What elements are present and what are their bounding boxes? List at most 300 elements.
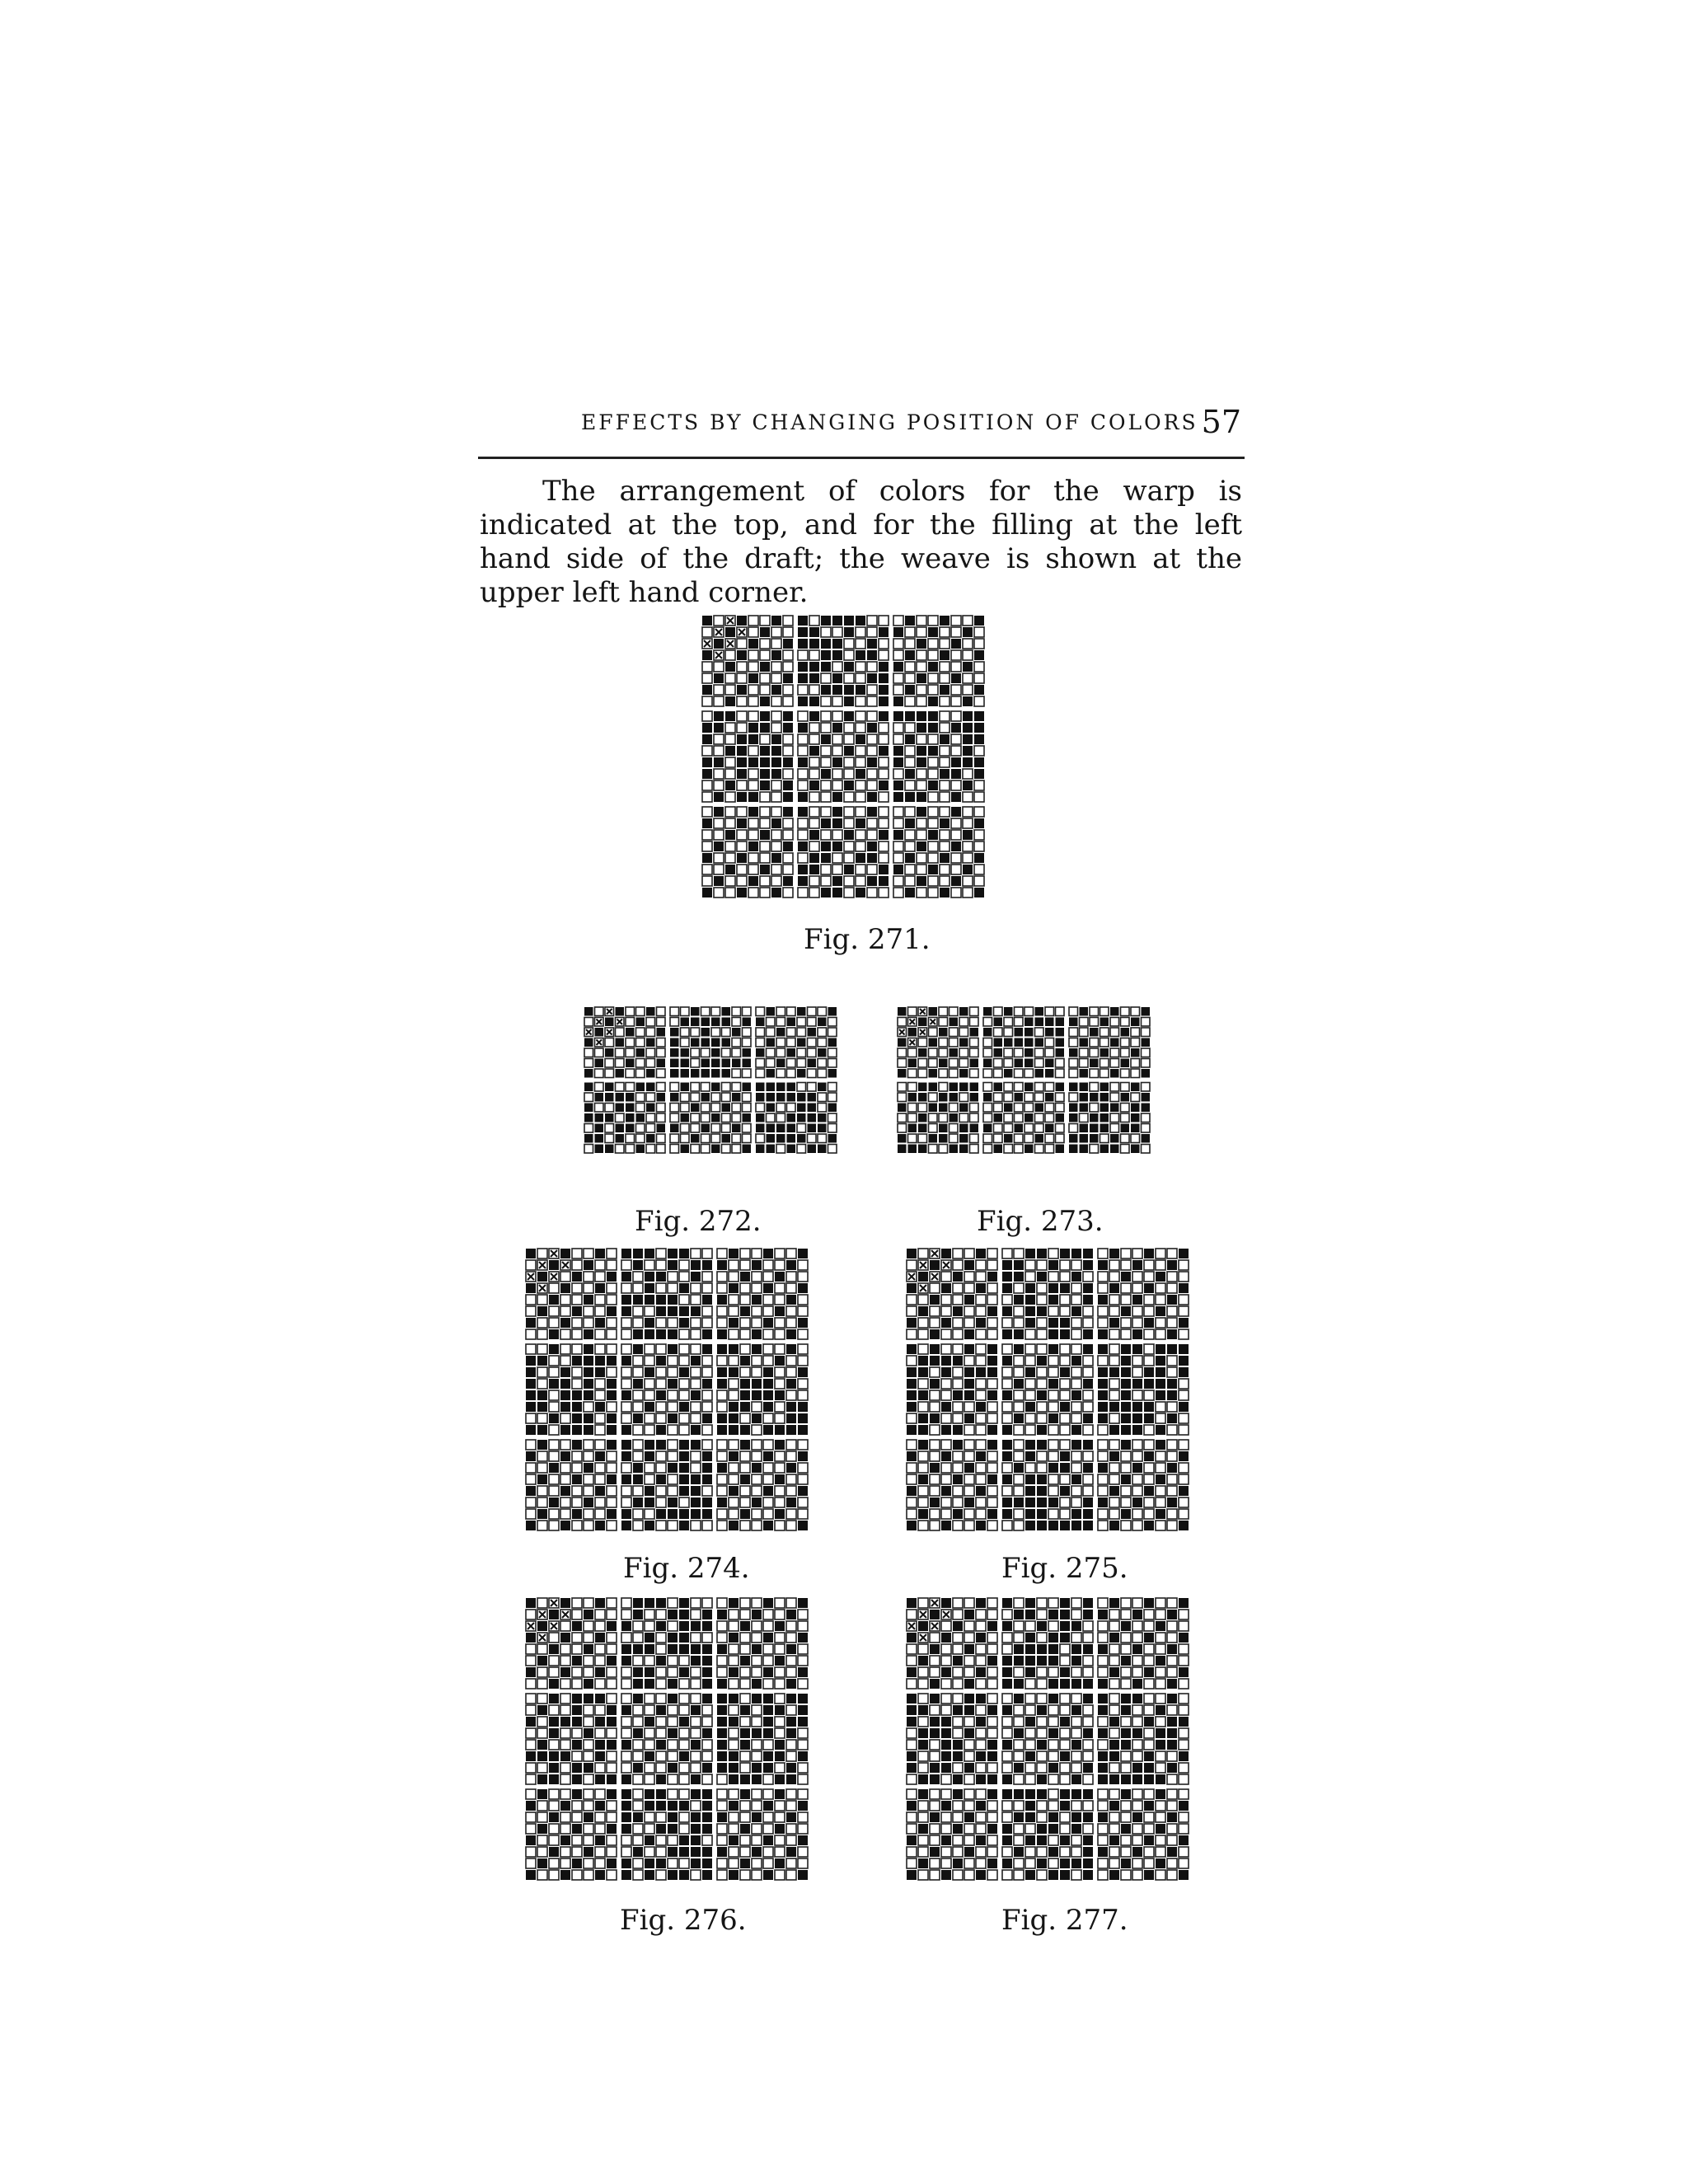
weave-cell [1045,1018,1054,1027]
weave-cell [1037,1440,1047,1450]
weave-cell [549,1356,559,1366]
weave-cell [584,1858,593,1868]
weave-cell [976,1694,986,1704]
weave-cell [930,1356,940,1366]
weave-cell [1109,1679,1119,1689]
weave-cell [798,1249,808,1258]
weave-cell [798,1451,808,1461]
weave-cell [953,1306,963,1316]
weave-cell [633,1509,643,1519]
weave-cell [1014,1509,1024,1519]
weave-cell [928,807,938,817]
weave-cell [1037,1621,1047,1631]
weave-cell [929,1124,938,1133]
weave-cell [607,1667,617,1677]
weave-cell [607,1705,617,1715]
weave-cell [526,1486,536,1496]
weave-cell [572,1295,582,1305]
weave-cell [740,1521,750,1530]
weave-cell [645,1774,654,1784]
weave-cell [1132,1344,1142,1354]
weave-cell [702,1367,712,1377]
weave-cell [930,1656,940,1666]
weave-cell [752,1679,762,1689]
weave-cell [775,1870,785,1880]
weave-cell [1132,1644,1142,1654]
weave-cell [941,1751,951,1761]
weave-cell [702,1717,712,1727]
weave-cell [702,1667,712,1677]
weave-cell [702,780,712,790]
weave-cell [987,1451,997,1461]
weave-cell [714,685,724,695]
weave-cell [656,1705,666,1715]
weave-cell [1083,1774,1093,1784]
weave-cell [987,1667,997,1677]
weave-cell [584,1048,593,1057]
weave-cell [1071,1306,1081,1316]
weave-cell [976,1763,986,1773]
weave-cell [584,1272,593,1282]
weave-cell [729,1667,738,1677]
weave-cell [1110,1113,1119,1122]
weave-cell [963,650,973,660]
weave-cell [987,1379,997,1389]
weave-cell [893,792,903,802]
weave-cell [856,780,865,790]
weave-cell [953,1329,963,1339]
weave-cell [1071,1451,1081,1461]
weave-cell [560,1451,570,1461]
weave-cell [930,1789,940,1799]
weave-cell [907,1789,917,1799]
weave-cell [1035,1028,1044,1037]
weave-cell [657,1018,666,1027]
weave-cell [657,1124,666,1133]
weave-cell [787,1083,796,1092]
weave-cell [941,1329,951,1339]
weave-cell [976,1486,986,1496]
weave-cell [1098,1474,1108,1484]
weave-cell [963,639,973,649]
weave-cell [797,1104,806,1113]
weave-cell [844,650,854,660]
weave-cell [905,696,915,706]
weave-cell [950,1069,959,1078]
weave-cell [752,1656,762,1666]
weave-cell [1100,1007,1109,1016]
weave-cell [798,1740,808,1750]
weave-cell [1014,1379,1024,1389]
weave-cell [974,723,984,733]
weave-cell [828,1007,837,1016]
weave-cell [526,1344,536,1354]
weave-cell [1098,1621,1108,1631]
weave-cell [711,1145,720,1154]
weave-cell [832,639,842,649]
weave-cell [1060,1344,1070,1354]
weave-cell [974,853,984,863]
weave-cell [668,1598,678,1608]
weave-cell [1048,1521,1058,1530]
weave-cell [679,1402,689,1412]
weave-cell [1037,1835,1047,1845]
weave-cell [645,1835,654,1845]
weave-cell [621,1329,631,1339]
weave-cell [786,1667,796,1677]
weave-cell [560,1521,570,1530]
weave-cell [818,1038,827,1047]
weave-cell [959,1083,968,1092]
weave-cell [963,830,973,840]
weave-cell [605,1069,614,1078]
weave-cell [976,1390,986,1400]
weave-cell [1167,1740,1177,1750]
weave-cell [1069,1145,1078,1154]
weave-cell [893,780,903,790]
weave-cell [797,1069,806,1078]
weave-cell [983,1018,992,1027]
weave-cell [725,673,735,683]
weave-cell [725,650,735,660]
weave-cell [1071,1497,1081,1507]
weave-cell [1167,1751,1177,1761]
weave-cell [1142,1048,1151,1057]
weave-cell [818,1124,827,1133]
weave-cell [959,1048,968,1057]
weave-cell [1156,1774,1165,1784]
weave-cell [907,1451,917,1461]
weave-cell [987,1367,997,1377]
weave-cell [691,1705,701,1715]
weave-cell [711,1028,720,1037]
weave-cell [787,1104,796,1113]
weave-cell [717,1870,727,1880]
weave-cell [1071,1633,1081,1643]
weave-cell [1132,1789,1142,1799]
weave-cell [930,1801,940,1811]
weave-cell [681,1048,690,1057]
weave-cell [1179,1774,1189,1784]
weave-cell [1179,1329,1189,1339]
weave-cell [1045,1145,1054,1154]
weave-cell [832,888,842,898]
weave-cell [1179,1356,1189,1366]
weave-cell [1014,1667,1024,1677]
weave-cell [1090,1038,1099,1047]
weave-cell [691,1679,701,1689]
weave-cell [607,1824,617,1834]
weave-cell [1071,1656,1081,1666]
weave-cell [645,1474,654,1484]
weave-cell [976,1425,986,1435]
weave-cell [1035,1018,1044,1027]
weave-cell [1142,1113,1151,1122]
weave-cell [572,1812,582,1822]
weave-cell [1121,1812,1131,1822]
weave-cell [702,696,712,706]
weave-cell [526,1847,536,1857]
weave-cell [809,865,819,874]
weave-cell [605,1018,614,1027]
weave-cell [729,1812,738,1822]
weave-cell [526,1451,536,1461]
weave-cell [1121,1295,1131,1305]
weave-cell [1179,1598,1189,1608]
weave-cell [1071,1728,1081,1738]
weave-cell [763,1763,773,1773]
weave-cell [572,1763,582,1773]
weave-cell [1121,1113,1130,1122]
weave-cell [714,807,724,817]
weave-cell [607,1694,617,1704]
weave-cell [908,1093,917,1102]
weave-cell [526,1667,536,1677]
weave-cell [940,792,950,802]
weave-cell [1025,1249,1035,1258]
weave-cell [725,865,735,874]
weave-cell [1025,1272,1035,1282]
weave-cell [1144,1329,1154,1339]
weave-cell [621,1717,631,1727]
weave-cell [740,1367,750,1377]
weave-cell [930,1283,940,1293]
weave-cell [951,627,961,637]
weave-cell [1056,1059,1065,1068]
weave-cell [1156,1656,1165,1666]
weave-cell [668,1463,678,1473]
weave-cell [1069,1124,1078,1133]
weave-cell [918,1083,927,1092]
weave-cell [572,1356,582,1366]
weave-cell [560,1249,570,1258]
weave-cell [1083,1272,1093,1282]
weave-cell [983,1038,992,1047]
weave-cell [763,1847,773,1857]
weave-cell [702,1679,712,1689]
weave-cell [1048,1870,1058,1880]
weave-cell [748,616,758,626]
weave-cell [1025,1509,1035,1519]
weave-cell [756,1069,765,1078]
weave-cell [621,1272,631,1282]
weave-cell [964,1509,974,1519]
weave-cell [549,1295,559,1305]
weave-cell [763,1440,773,1450]
weave-cell [717,1425,727,1435]
weave-cell [760,769,770,779]
weave-cell [584,1610,593,1619]
weave-cell [646,1007,655,1016]
weave-cell [729,1486,738,1496]
weave-cell [1083,1598,1093,1608]
weave-cell [939,1069,948,1078]
weave-cell [953,1751,963,1761]
weave-cell [1025,1705,1035,1715]
weave-cell [964,1440,974,1450]
weave-cell [776,1007,785,1016]
weave-cell [633,1801,643,1811]
weave-cell [970,1059,979,1068]
weave-cell [1015,1007,1024,1016]
weave-cell [976,1283,986,1293]
weave-cell [560,1344,570,1354]
weave-cell [1109,1367,1119,1377]
weave-grid [896,1005,1151,1155]
weave-cell [763,1306,773,1316]
weave-cell [621,1633,631,1643]
weave-cell [737,853,747,863]
weave-cell [729,1451,738,1461]
weave-cell [656,1306,666,1316]
weave-cell [959,1124,968,1133]
weave-cell [1025,1858,1035,1868]
weave-cell [636,1113,645,1122]
weave-cell [917,888,926,898]
weave-cell [560,1717,570,1727]
weave-cell [549,1521,559,1530]
weave-cell [798,1870,808,1880]
weave-cell [656,1379,666,1389]
weave-cell [1060,1763,1070,1773]
weave-cell [691,1318,701,1328]
weave-cell [714,757,724,767]
weave-cell [584,1486,593,1496]
weave-cell [974,792,984,802]
weave-cell [740,1390,750,1400]
weave-cell [1132,1621,1142,1631]
weave-cell [1060,1740,1070,1750]
weave-cell [917,830,926,840]
weave-cell [940,734,950,744]
weave-cell [798,1344,808,1354]
weave-cell [808,1083,817,1092]
weave-cell [987,1598,997,1608]
weave-cell [752,1835,762,1845]
weave-cell [526,1789,536,1799]
weave-cell [1121,1656,1131,1666]
weave-cell [987,1694,997,1704]
weave-cell [748,650,758,660]
weave-cell [1037,1656,1047,1666]
weave-cell [939,1038,948,1047]
weave-cell [1071,1260,1081,1270]
weave-cell [729,1774,738,1784]
weave-cell [940,673,950,683]
weave-cell [775,1847,785,1857]
weave-cell [1014,1705,1024,1715]
weave-cell [786,1486,796,1496]
weave-cell [1144,1260,1154,1270]
weave-cell [987,1870,997,1880]
weave-cell [1144,1847,1154,1857]
weave-cell [1014,1283,1024,1293]
weave-cell [595,1451,605,1461]
weave-cell [616,1113,625,1122]
weave-cell [783,685,793,695]
weave-cell [918,1789,928,1799]
weave-cell [681,1093,690,1102]
weave-cell [1048,1835,1058,1845]
weave-cell [668,1728,678,1738]
weave-cell [898,1145,907,1154]
weave-cell [898,1093,907,1102]
weave-cell [1025,1789,1035,1799]
weave-cell [691,1812,701,1822]
weave-cell [1015,1104,1024,1113]
weave-cell [964,1633,974,1643]
weave-cell [572,1390,582,1400]
weave-cell [711,1093,720,1102]
weave-cell [821,818,831,828]
weave-cell [1156,1728,1165,1738]
weave-cell [867,662,877,672]
weave-cell [917,673,926,683]
weave-cell [1083,1835,1093,1845]
weave-cell [786,1717,796,1727]
weave-cell [621,1295,631,1305]
weave-cell [930,1728,940,1738]
weave-cell [783,711,793,721]
weave-cell [722,1093,731,1102]
weave-cell [616,1134,625,1143]
weave-cell [929,1093,938,1102]
weave-cell [867,757,877,767]
weave-cell [702,1610,712,1619]
weave-cell [953,1283,963,1293]
weave-cell [1014,1679,1024,1689]
weave-cell [951,746,961,756]
weave-cell [907,1740,917,1750]
weave-cell [1109,1824,1119,1834]
weave-cell [809,841,819,851]
weave-cell [951,734,961,744]
weave-cell [917,723,926,733]
weave-cell [1069,1028,1078,1037]
weave-cell [537,1306,547,1316]
weave-cell [953,1463,963,1473]
weave-cell [560,1440,570,1450]
weave-cell [1071,1824,1081,1834]
weave-cell [702,1644,712,1654]
weave-cell [679,1463,689,1473]
weave-cell [1156,1847,1165,1857]
weave-cell [595,1812,605,1822]
weave-cell [1071,1402,1081,1412]
weave-cell [798,1751,808,1761]
weave-cell [633,1679,643,1689]
weave-cell [941,1272,951,1282]
weave-cell [763,1812,773,1822]
weave-cell [537,1329,547,1339]
weave-cell [1048,1451,1058,1461]
weave-cell [1048,1598,1058,1608]
weave-cell [821,746,831,756]
weave-cell [994,1134,1003,1143]
weave-cell [656,1694,666,1704]
weave-cell [974,616,984,626]
weave-cell [668,1679,678,1689]
weave-cell [951,711,961,721]
weave-cell [963,723,973,733]
weave-cell [908,1134,917,1143]
weave-cell [725,792,735,802]
weave-cell [964,1835,974,1845]
weave-cell [1179,1344,1189,1354]
weave-cell [917,780,926,790]
weave-cell [636,1018,645,1027]
weave-cell [1131,1093,1140,1102]
